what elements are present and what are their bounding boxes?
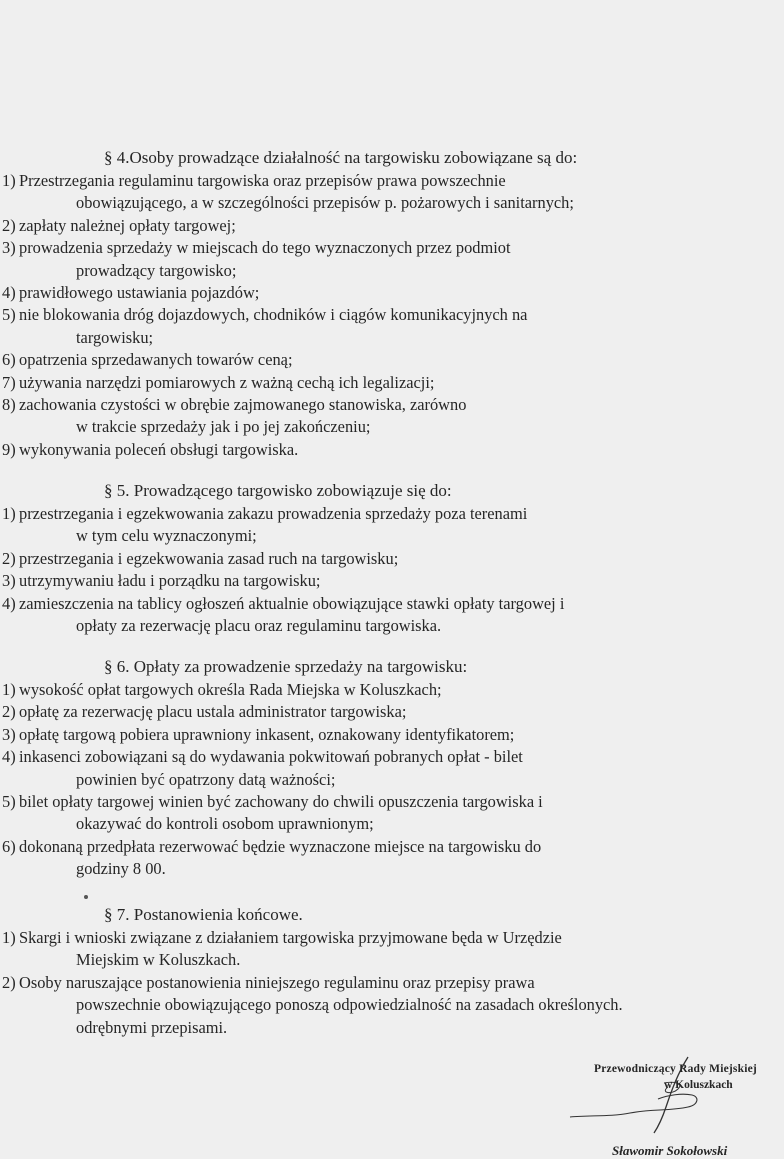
item-line: nie blokowania dróg dojazdowych, chodników i ciągów komunikacyjnych na	[19, 305, 528, 325]
item-line: powinien być opatrzony datą ważności;	[76, 769, 336, 789]
item-number: 1)	[2, 680, 16, 699]
item-number: 5)	[2, 305, 16, 325]
item-line: Przestrzegania regulaminu targowiska oraz przepisów prawa powszechnie	[19, 171, 506, 190]
item-line: zachowania czystości w obrębie zajmowanego stanowiska, zarówno	[19, 395, 467, 414]
item-line: używania narzędzi pomiarowych z ważną cechą ich legalizacji;	[19, 372, 435, 392]
item-line: godziny 8 00.	[76, 859, 166, 879]
item-line: Osoby naruszające postanowienia niniejszego regulaminu oraz przepisy prawa	[19, 972, 535, 992]
item-number: 9)	[2, 439, 16, 459]
item-line: Skargi i wnioski związane z działaniem targowiska przyjmowane będa w Urzędzie	[19, 928, 562, 947]
section-4-heading: § 4.Osoby prowadzące działalność na targowisku zobowiązane są do:	[104, 148, 578, 167]
item-number: 1)	[2, 171, 16, 190]
item-number: 2)	[2, 215, 16, 235]
item-line: okazywać do kontroli osobom uprawnionym;	[76, 814, 374, 834]
item-line: opatrzenia sprzedawanych towarów ceną;	[19, 350, 293, 370]
item-number: 2)	[2, 972, 16, 992]
section-7-heading: § 7. Postanowienia końcowe.	[104, 905, 303, 924]
signature-title: Przewodniczący Rady Miejskiej	[594, 1063, 757, 1075]
item-number: 4)	[2, 283, 16, 302]
item-number: 8)	[2, 395, 16, 414]
item-number: 5)	[2, 792, 16, 811]
item-number: 3)	[2, 238, 16, 258]
signature-name: Sławomir Sokołowski	[612, 1143, 728, 1158]
item-number: 4)	[2, 593, 16, 613]
item-line: opłaty za rezerwację placu oraz regulaminu targowiska.	[76, 616, 442, 635]
item-line: opłatę za rezerwację placu ustala administrator targowiska;	[19, 702, 407, 722]
item-number: 6)	[2, 350, 16, 370]
item-number: 3)	[2, 571, 16, 591]
item-line: powszechnie obowiązującego ponoszą odpowiedzialność na zasadach określonych.	[76, 995, 623, 1015]
item-line: w trakcie sprzedaży jak i po jej zakończeniu;	[76, 417, 371, 437]
item-line: Miejskim w Koluszkach.	[76, 950, 241, 970]
item-number: 1)	[2, 504, 16, 523]
item-number: 1)	[2, 928, 16, 947]
item-line: zamieszczenia na tablicy ogłoszeń aktualnie obowiązujące stawki opłaty targowej i	[19, 593, 565, 613]
item-line: prowadzący targowisko;	[76, 260, 237, 280]
signature-place: w Koluszkach	[664, 1079, 733, 1091]
item-number: 6)	[2, 836, 16, 856]
item-line: przestrzegania i egzekwowania zasad ruch na targowisku;	[19, 548, 399, 568]
item-number: 3)	[2, 724, 16, 744]
item-line: utrzymywaniu ładu i porządku na targowisku;	[19, 571, 321, 591]
item-line: targowisku;	[76, 327, 154, 347]
item-number: 2)	[2, 702, 16, 722]
item-line: w tym celu wyznaczonymi;	[76, 526, 257, 546]
item-line: wykonywania poleceń obsługi targowiska.	[19, 439, 299, 459]
section-5-heading: § 5. Prowadzącego targowisko zobowiązuje się do:	[104, 481, 452, 500]
item-number: 4)	[2, 747, 16, 767]
item-line: odrębnymi przepisami.	[76, 1017, 228, 1037]
item-number: 7)	[2, 372, 16, 392]
item-line: prowadzenia sprzedaży w miejscach do tego wyznaczonych przez podmiot	[19, 238, 511, 258]
section-6-heading: § 6. Opłaty za prowadzenie sprzedaży na targowisku:	[104, 657, 468, 676]
item-line: prawidłowego ustawiania pojazdów;	[19, 283, 260, 302]
item-line: bilet opłaty targowej winien być zachowany do chwili opuszczenia targowiska i	[19, 792, 543, 811]
item-line: inkasenci zobowiązani są do wydawania pokwitowań pobranych opłat - bilet	[19, 747, 523, 767]
item-line: opłatę targową pobiera uprawniony inkasent, oznakowany identyfikatorem;	[19, 724, 515, 744]
item-line: zapłaty należnej opłaty targowej;	[19, 215, 236, 235]
item-number: 2)	[2, 548, 16, 568]
item-line: dokonaną przedpłata rezerwować będzie wyznaczone miejsce na targowisku do	[19, 836, 542, 856]
item-line: wysokość opłat targowych określa Rada Miejska w Koluszkach;	[19, 680, 442, 699]
stray-mark	[84, 895, 88, 899]
item-line: obowiązującego, a w szczególności przepisów p. pożarowych i sanitarnych;	[76, 193, 574, 213]
signature-block	[560, 1055, 784, 1159]
item-line: przestrzegania i egzekwowania zakazu prowadzenia sprzedaży poza terenami	[19, 504, 528, 523]
